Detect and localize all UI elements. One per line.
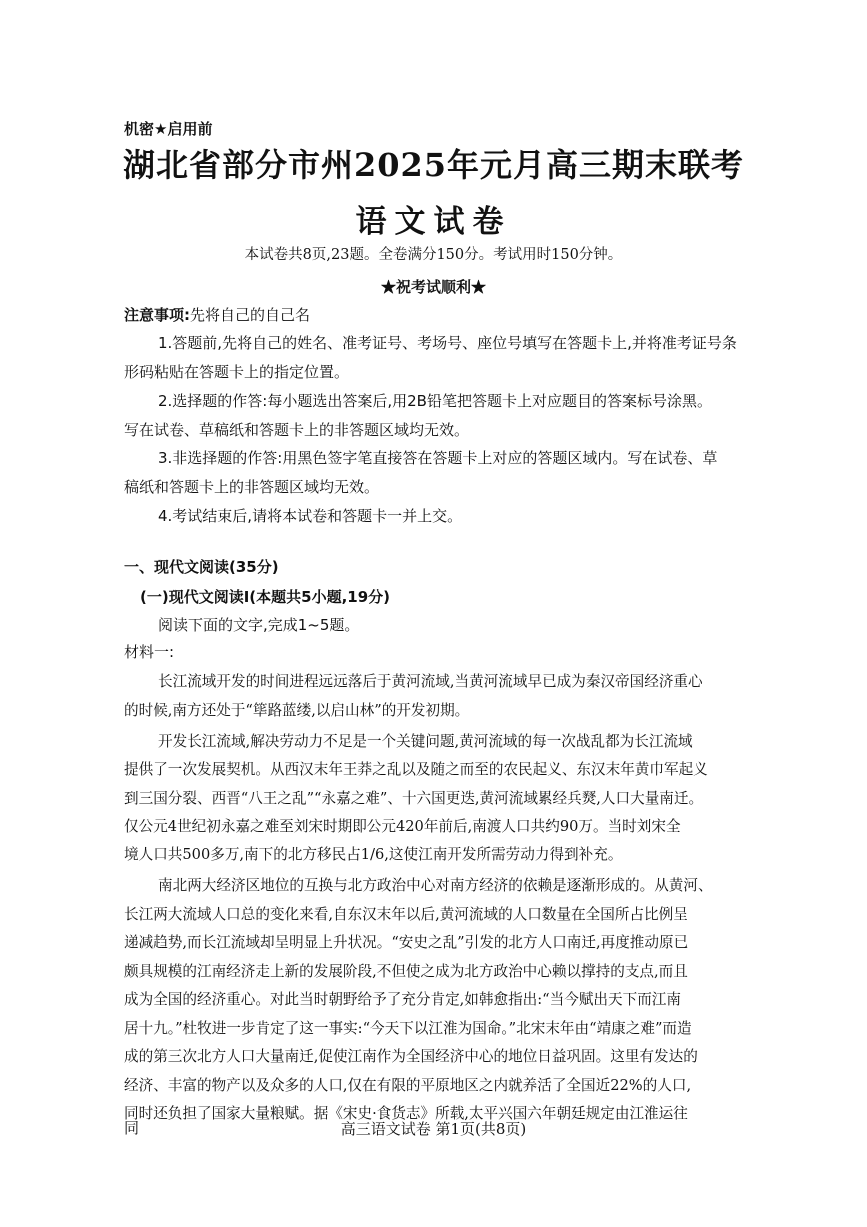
passage-line: 成的第三次北方人口大量南迁,促使江南作为全国经济中心的地位日益巩固。这里有发达的	[124, 1048, 698, 1065]
passage-line: 南北两大经济区地位的互换与北方政治中心对南方经济的依赖是逐渐形成的。从黄河、	[158, 877, 713, 894]
passage-line: 长江两大流域人口总的变化来看,自东汉末年以后,黄河流域的人口数量在全国所占比例呈	[124, 906, 688, 923]
passage-line: 开发长江流域,解决劳动力不足是一个关键问题,黄河流域的每一次战乱都为长江流域	[158, 733, 693, 750]
notes-heading	[124, 304, 310, 325]
passage-line: 仅公元4世纪初永嘉之难至刘宋时期即公元420年前后,南渡人口共约90万。当时刘宋全	[124, 818, 681, 835]
passage-line: 提供了一次发展契机。从西汉末年王莽之乱以及随之而至的农民起义、东汉末年黄巾军起义	[124, 761, 708, 778]
passage-line: 递减趋势,而长江流域却呈明显上升状况。“安史之乱”引发的北方人口南迁,再度推动原已	[124, 934, 689, 951]
note-line: 写在试卷、草稿纸和答题卡上的非答题区域均无效。	[124, 421, 470, 439]
exam-title: 湖北省部分市州2025年元月高三期末联考	[122, 146, 745, 184]
passage-line: 经济、丰富的物产以及众多的人口,仅在有限的平原地区之内就养活了全国近22%的人口,	[124, 1077, 692, 1094]
exam-info: 本试卷共8页,23题。全卷满分150分。考试用时150分钟。	[244, 247, 623, 263]
passage-line: 长江流域开发的时间进程远远落后于黄河流域,当黄河流域早已成为秦汉帝国经济重心	[158, 673, 703, 690]
section-title: 一、现代文阅读(35分)	[124, 558, 279, 576]
passage-line: 居十九。”杜牧进一步肯定了这一事实:“今天下以江淮为国命。”北宋末年由“靖康之难”而造	[124, 1020, 692, 1037]
passage-line: 颇具规模的江南经济走上新的发展阶段,不但使之成为北方政治中心赖以撑持的支点,而且	[124, 963, 688, 980]
material-label: 材料一:	[124, 643, 175, 661]
note-line: 2.选择题的作答:每小题选出答案后,用2B铅笔把答题卡上对应题目的答案标号涂黑。	[158, 392, 712, 410]
notes-label: 注意事项:	[124, 306, 190, 324]
note-line: 4.考试结束后,请将本试卷和答题卡一并上交。	[158, 507, 463, 525]
reading-instruction: 阅读下面的文字,完成1~5题。	[158, 616, 360, 634]
note-line: 形码粘贴在答题卡上的指定位置。	[124, 363, 350, 381]
page-footer: 高三语文试卷 第1页(共8页)	[340, 1120, 527, 1138]
paper-subtitle: 语文试卷	[355, 204, 512, 240]
confidential-label: 机密★启用前	[124, 120, 213, 138]
note-line: 稿纸和答题卡上的非答题区域均无效。	[124, 478, 380, 496]
passage-line: 同时还负担了国家大量粮赋。据《宋史·食货志》所载,太平兴国六年朝廷规定由江淮运往	[124, 1105, 688, 1122]
passage-line: 的时候,南方还处于“筚路蓝缕,以启山林”的开发初期。	[124, 702, 470, 719]
note-line: 1.答题前,先将自己的姓名、准考证号、考场号、座位号填写在答题卡上,并将准考证号条	[158, 334, 737, 352]
passage-line: 成为全国的经济重心。对此当时朝野给予了充分肯定,如韩愈指出:“当今赋出天下而江南	[124, 991, 681, 1008]
subsection-title: (一)现代文阅读Ⅰ(本题共5小题,19分)	[140, 588, 391, 606]
passage-line: 到三国分裂、西晋“八王之乱”“永嘉之难”、十六国更迭,黄河流域累经兵燹,人口大量南迁。	[124, 790, 704, 807]
note-line: 3.非选择题的作答:用黑色签字笔直接答在答题卡上对应的答题区域内。写在试卷、草	[158, 449, 718, 467]
handwritten-note: 先将自己的自己名	[190, 306, 311, 324]
footer-left-text: 同	[124, 1119, 140, 1137]
passage-line: 境人口共500多万,南下的北方移民占1/6,这使江南开发所需劳动力得到补充。	[124, 846, 623, 863]
good-luck-line: ★祝考试顺利★	[380, 278, 486, 296]
